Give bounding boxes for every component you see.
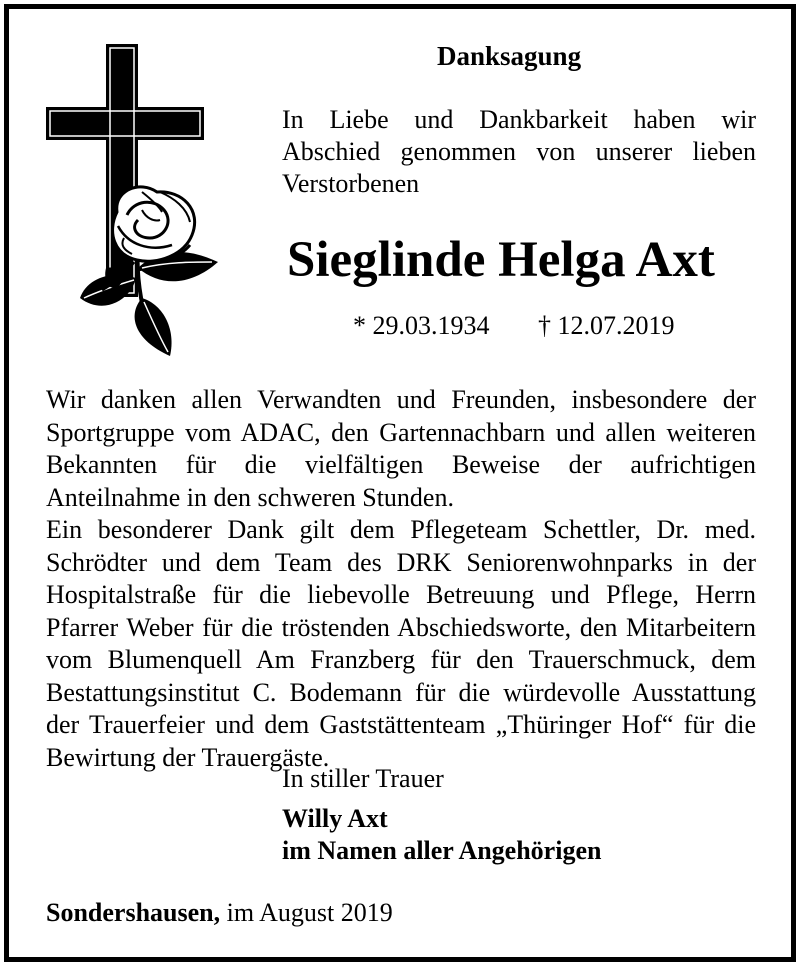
intro-text: In Liebe und Dankbarkeit haben wir Abschied genommen von unserer lieben Verstorbenen (282, 105, 756, 198)
signer-name: Willy Axt (282, 804, 388, 833)
signer-note: im Namen aller Angehörigen (282, 836, 602, 865)
place-date: im August 2019 (226, 898, 393, 927)
death-date: † 12.07.2019 (538, 311, 675, 340)
place-city: Sondershausen, (46, 898, 221, 927)
deceased-name: Sieglinde Helga Axt (287, 232, 715, 288)
thanks-paragraph: Wir danken allen Verwandten und Freunden, insbesondere der Sportgruppe vom ADAC, den Gartennachbarn und allen weiteren Bekannten für die vielfältigen Beweise der aufrichtigen Anteilnahme in den schweren Stunden. (46, 385, 756, 512)
notice-heading: Danksagung (437, 41, 582, 71)
place-date-line (46, 898, 393, 928)
rose-icon (80, 187, 218, 356)
birth-date: * 29.03.1934 (353, 311, 490, 340)
cross-rose-emblem (42, 40, 222, 360)
signature-block (282, 803, 601, 867)
thanks-paragraph: Ein besonderer Dank gilt dem Pflegeteam Schettler, Dr. med. Schrödter und dem Team des DRK Seniorenwohnparks in der Hospitalstraße für die liebevolle Betreuung und Pflege, Herrn Pfarrer Weber für die tröstenden Abschiedsworte, den Mitarbeitern vom Blumenquell Am Franzberg für den Trauerschmuck, dem Bestattungsinstitut C. Bodemann für die würdevolle Ausstattung der Trauerfeier und dem Gaststättenteam „Thüringer Hof“ für die Bewirtung der Trauergäste. (46, 515, 756, 772)
thanks-body (46, 384, 756, 774)
mourning-line: In stiller Trauer (282, 764, 444, 793)
